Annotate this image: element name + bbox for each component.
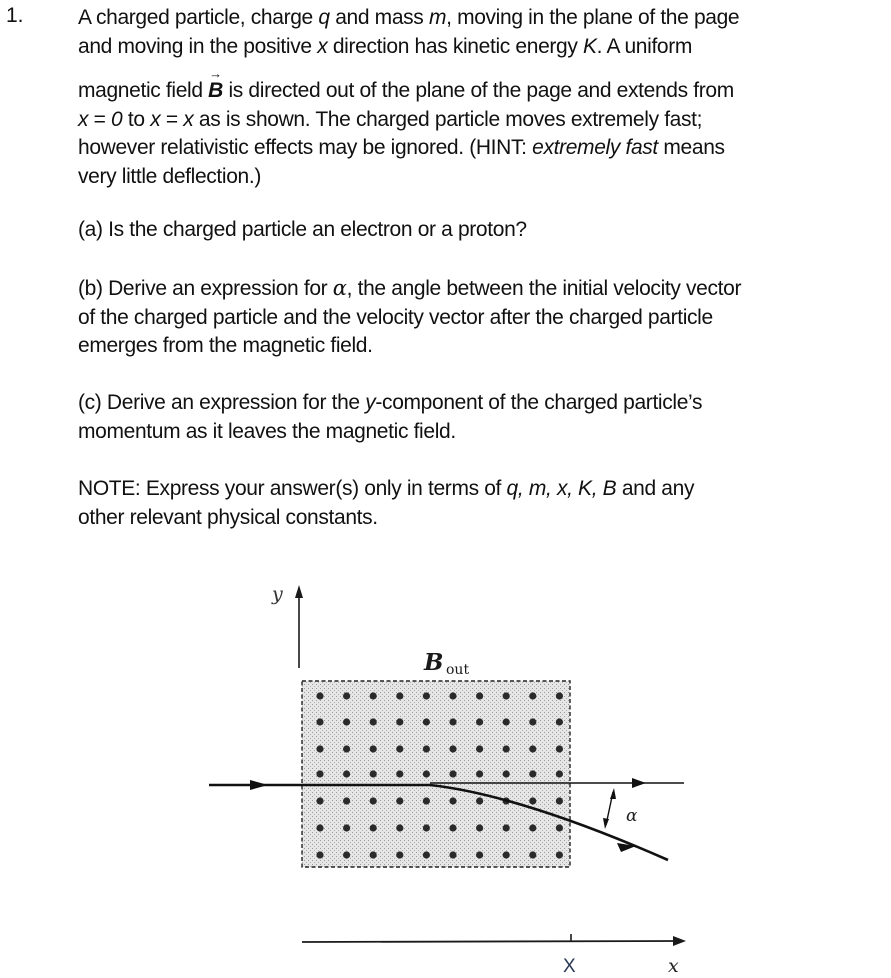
field-dot-icon xyxy=(476,797,483,804)
field-dot-icon xyxy=(370,745,377,752)
field-dot-icon xyxy=(316,692,323,699)
field-label: B xyxy=(424,649,444,676)
x-axis xyxy=(302,941,678,942)
part-a-question: (a) Is the charged particle an electron or a proton? xyxy=(78,218,527,241)
field-dot-icon xyxy=(423,851,430,858)
part-b-question: (b) Derive an expression for α, the angle between the initial velocity vector of the charged particle and the velocity vector after the charged particle emerges from the magnetic field. xyxy=(78,276,742,358)
field-dot-icon xyxy=(529,692,536,699)
field-dot-icon xyxy=(343,824,350,831)
field-dot-icon xyxy=(396,692,403,699)
field-dot-icon xyxy=(529,797,536,804)
field-dot-icon xyxy=(476,718,483,725)
field-dot-icon xyxy=(556,851,563,858)
field-dot-icon xyxy=(316,745,323,752)
field-dot-icon xyxy=(556,824,563,831)
field-dot-icon xyxy=(449,824,456,831)
field-dot-icon xyxy=(503,745,510,752)
field-dot-icon xyxy=(449,745,456,752)
field-dot-icon xyxy=(343,745,350,752)
field-dot-icon xyxy=(529,718,536,725)
field-dot-icon xyxy=(343,770,350,777)
field-dot-icon xyxy=(370,797,377,804)
field-dot-icon xyxy=(370,692,377,699)
field-dot-icon xyxy=(396,770,403,777)
field-dot-icon xyxy=(503,851,510,858)
field-dot-icon xyxy=(423,745,430,752)
field-dot-icon xyxy=(503,718,510,725)
field-dot-icon xyxy=(316,851,323,858)
field-dot-icon xyxy=(423,692,430,699)
incoming-arrowhead-icon xyxy=(250,780,268,790)
field-dot-icon xyxy=(396,851,403,858)
field-dot-icon xyxy=(423,824,430,831)
field-dot-icon xyxy=(556,692,563,699)
field-dot-icon xyxy=(556,797,563,804)
problem-number: 1. xyxy=(6,4,24,27)
x-axis-arrowhead-icon xyxy=(673,936,686,946)
field-dot-icon xyxy=(423,797,430,804)
field-dot-icon xyxy=(343,797,350,804)
field-dot-icon xyxy=(449,718,456,725)
field-dot-icon xyxy=(449,797,456,804)
field-dot-icon xyxy=(343,692,350,699)
y-axis-label: y xyxy=(272,583,283,605)
field-dot-icon xyxy=(370,770,377,777)
field-dot-icon xyxy=(476,692,483,699)
field-dot-icon xyxy=(370,824,377,831)
field-dot-icon xyxy=(316,718,323,725)
field-dot-icon xyxy=(556,745,563,752)
field-dot-icon xyxy=(556,718,563,725)
angle-label: α xyxy=(626,806,638,826)
field-dot-icon xyxy=(503,770,510,777)
field-dot-icon xyxy=(556,770,563,777)
reference-arrowhead-icon xyxy=(632,778,646,788)
field-dot-icon xyxy=(529,851,536,858)
field-dot-icon xyxy=(316,770,323,777)
field-dot-icon xyxy=(449,851,456,858)
field-dot-icon xyxy=(396,797,403,804)
field-dot-icon xyxy=(343,718,350,725)
field-dot-icon xyxy=(476,745,483,752)
field-dot-icon xyxy=(316,824,323,831)
field-dot-icon xyxy=(343,851,350,858)
field-dot-icon xyxy=(449,692,456,699)
y-axis-arrowhead-icon xyxy=(295,585,303,598)
field-dot-icon xyxy=(370,851,377,858)
field-dot-icon xyxy=(423,770,430,777)
field-dot-icon xyxy=(529,824,536,831)
field-dot-icon xyxy=(396,718,403,725)
field-dot-icon xyxy=(396,824,403,831)
field-dot-icon xyxy=(476,851,483,858)
part-c-question: (c) Derive an expression for the y-component of the charged particle’s momentum as it leaves the magnetic field. xyxy=(78,391,703,443)
field-dot-icon xyxy=(316,797,323,804)
field-dot-icon xyxy=(476,770,483,777)
field-dot-icon xyxy=(529,745,536,752)
field-dot-icon xyxy=(370,718,377,725)
field-dot-icon xyxy=(529,770,536,777)
field-dot-icon xyxy=(503,692,510,699)
vector-b-symbol: → B xyxy=(208,77,223,106)
field-dot-icon xyxy=(423,718,430,725)
field-dot-icon xyxy=(449,770,456,777)
field-label-subscript: out xyxy=(446,662,470,678)
x-tick-label: X xyxy=(563,956,576,977)
field-dot-icon xyxy=(396,745,403,752)
x-axis-label: x xyxy=(668,955,679,977)
problem-intro: A charged particle, charge q and mass m, moving in the plane of the page and moving in the positive x direction has kinetic energy K. A uniform magnetic field → B is directed out of the plane of the page and extends from x = 0 to x = x as is shown. The charged particle moves extremely fast; however relativistic effects may be ignored. (HINT: extremely fast means very little deflection.) xyxy=(78,4,890,192)
note: NOTE: Express your answer(s) only in terms of q, m, x, K, B and any other relevant physical constants. xyxy=(78,477,695,529)
field-dot-icon xyxy=(503,824,510,831)
field-dot-icon xyxy=(476,824,483,831)
